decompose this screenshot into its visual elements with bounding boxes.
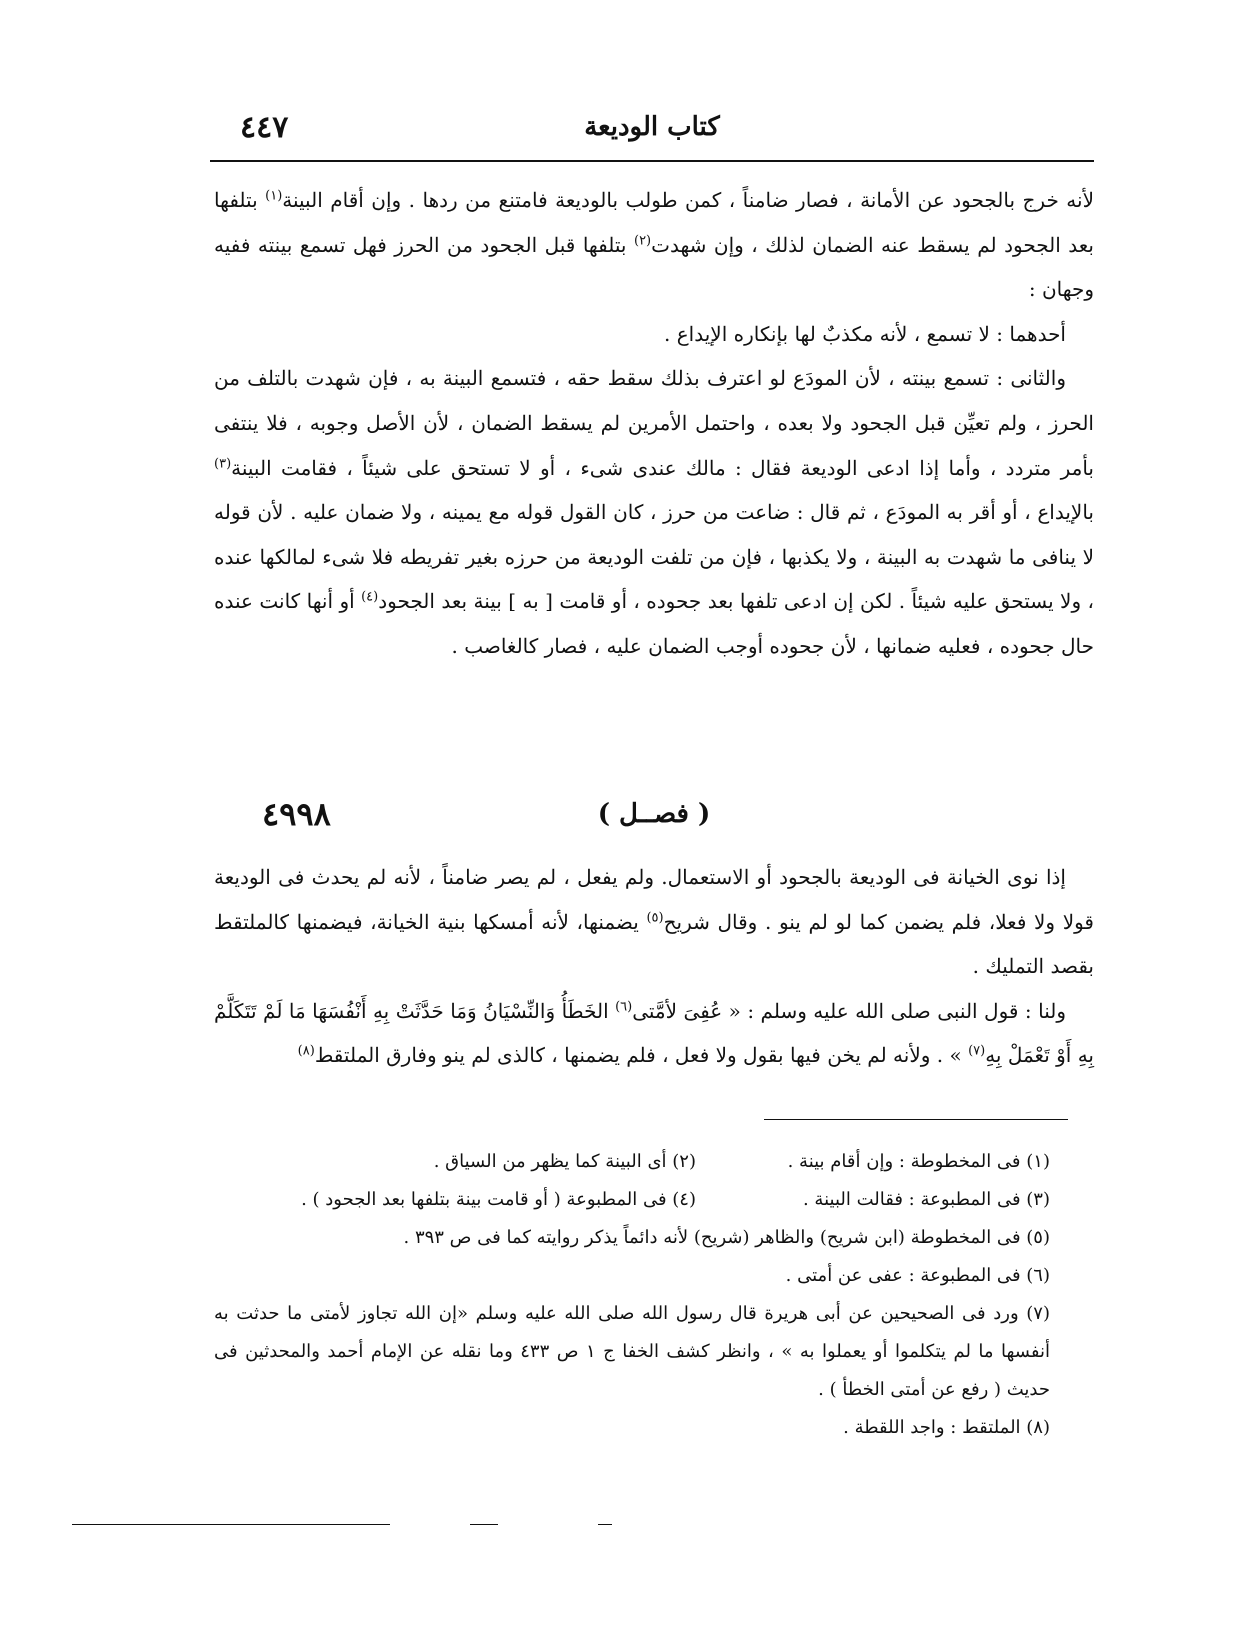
chapter-title: كتاب الوديعة	[584, 112, 720, 142]
header-divider	[210, 160, 1094, 162]
text-run: بتلفها قبل الجحود من الحرز فهل تسمع بينته ففيه وجهان :	[214, 232, 1094, 302]
text-run: الخَطَأُ وَالنِّسْيَانُ وَمَا حَدَّثَتْ بِهِ أَنْفُسَهَا مَا لَمْ تَتَكَلَّمْ بِهِ أَوْ تَعْمَلْ بِهِ	[214, 998, 1094, 1068]
section-heading	[214, 795, 1094, 845]
footnote-row	[214, 1181, 1074, 1219]
footnote: (٧) ورد فى الصحيحين عن أبى هريرة قال رسول الله صلى الله عليه وسلم «إن الله تجاوز لأمتى ما حدثت به أنفسها ما لم يتكلموا أو يعملوا به » ، وانظر كشف الخفا ج ١ ص ٤٣٣ وما نقله عن الإمام أحمد والمحدثين فى حديث ( رفع عن أمتى الخطأ ) .	[214, 1303, 1050, 1400]
footnote-marker: (٥)	[646, 909, 664, 925]
footnote: (٤) فى المطبوعة ( أو قامت بينة بتلفها بعد الجحود ) .	[301, 1189, 696, 1210]
text-run: بتلفها بعد الجحود لم يسقط عنه الضمان لذلك ، وإن شهدت	[214, 188, 1094, 257]
footnote-marker: (٨)	[297, 1043, 315, 1059]
main-text	[214, 178, 1094, 669]
text-run: لأنه خرج بالجحود عن الأمانة ، فصار ضامناً ، كمن طولب بالوديعة فامتنع من ردها . وإن أقام البينة	[282, 188, 1094, 212]
footnote: (٨) الملتقط : واجد اللقطة .	[843, 1417, 1050, 1438]
footnote-marker: (٤)	[361, 589, 379, 605]
footnote-row	[214, 1143, 1074, 1181]
text-run: يضمنها، لأنه أمسكها بنية الخيانة، فيضمنها كالملتقط بقصد التمليك .	[214, 909, 1094, 979]
footnote: (٥) فى المخطوطة (ابن شريح) والظاهر (شريح) لأنه دائماً يذكر روايته كما فى ص ٣٩٣ .	[403, 1227, 1050, 1248]
footnote: (٦) فى المطبوعة : عفى عن أمتى .	[785, 1265, 1050, 1286]
paragraph	[214, 178, 1094, 312]
footnote: (٣) فى المطبوعة : فقالت البينة .	[802, 1189, 1050, 1210]
footnote: (٢) أى البينة كما يظهر من السياق .	[433, 1151, 696, 1172]
paragraph	[214, 989, 1094, 1078]
footnote-marker: (٦)	[615, 999, 633, 1015]
footnotes	[214, 1143, 1074, 1447]
bottom-rule	[72, 1524, 390, 1525]
text-run: أو أنها كانت عنده حال جحوده ، فعليه ضمانها ، لأن جحوده أوجب الضمان عليه ، فصار كالغاصب .	[214, 589, 1094, 658]
text-run: ولنا : قول النبى صلى الله عليه وسلم : « عُفِىَ لأمَّتى	[632, 998, 1066, 1023]
text-run: بالإيداع ، أو أقر به المودَع ، ثم قال : ضاعت من حرز ، كان القول قوله مع يمينه ، ولا ضمان عليه . لأن قوله لا ينافى ما شهدت به البينة ، ولا يكذبها ، فإن من تلفت الوديعة من حرزه بغير تفريطه فلا شىء لمالكها عنده ، ولا يستحق عليه شيئاً . لكن إن ادعى تلفها بعد جحوده ، أو قامت [ به ] بينة بعد الجحود	[214, 500, 1094, 614]
section-number: ٤٩٩٨	[262, 795, 331, 833]
paragraph	[214, 855, 1094, 989]
paragraph: أحدهما : لا تسمع ، لأنه مكذبٌ لها بإنكاره الإيداع .	[664, 321, 1066, 346]
page-header	[210, 108, 1094, 158]
footnote-divider	[764, 1119, 1068, 1120]
text-run: والثانى : تسمع بينته ، لأن المودَع لو اعترف بذلك سقط حقه ، فتسمع البينة به ، فإن شهدت بالتلف من الحرز ، ولم تعيِّن قبل الجحود ولا بعده ، واحتمل الأمرين لم يسقط الضمان ، لأن الأصل وجوبه ، فلا ينتفى بأمر متردد ، وأما إذا ادعى الوديعة فقال : مالك عندى شىء ، أو لا تستحق على شيئاً ، فقامت البينة	[214, 366, 1094, 480]
section-title: ( فصــل )	[597, 799, 711, 829]
footnote: (١) فى المخطوطة : وإن أقام بينة .	[787, 1151, 1050, 1172]
footnote-marker: (٣)	[214, 455, 232, 471]
bottom-rule	[598, 1524, 612, 1525]
page-number: ٤٤٧	[240, 110, 289, 145]
footnote-marker: (٧)	[968, 1043, 986, 1059]
bottom-rule	[470, 1524, 498, 1525]
paragraph	[214, 356, 1094, 668]
text-run: » . ولأنه لم يخن فيها بقول ولا فعل ، فلم يضمنها ، كالذى لم ينو وفارق الملتقط	[314, 1043, 969, 1068]
footnote-marker: (١)	[265, 188, 283, 204]
text-run: إذا نوى الخيانة فى الوديعة بالجحود أو الاستعمال. ولم يفعل ، لم يصر ضامناً ، لأنه لم يحدث فى الوديعة قولا ولا فعلا، فلم يضمن كما لو لم ينو . وقال شريح	[214, 865, 1094, 934]
section-text	[214, 855, 1094, 1078]
footnote-marker: (٢)	[633, 232, 652, 248]
